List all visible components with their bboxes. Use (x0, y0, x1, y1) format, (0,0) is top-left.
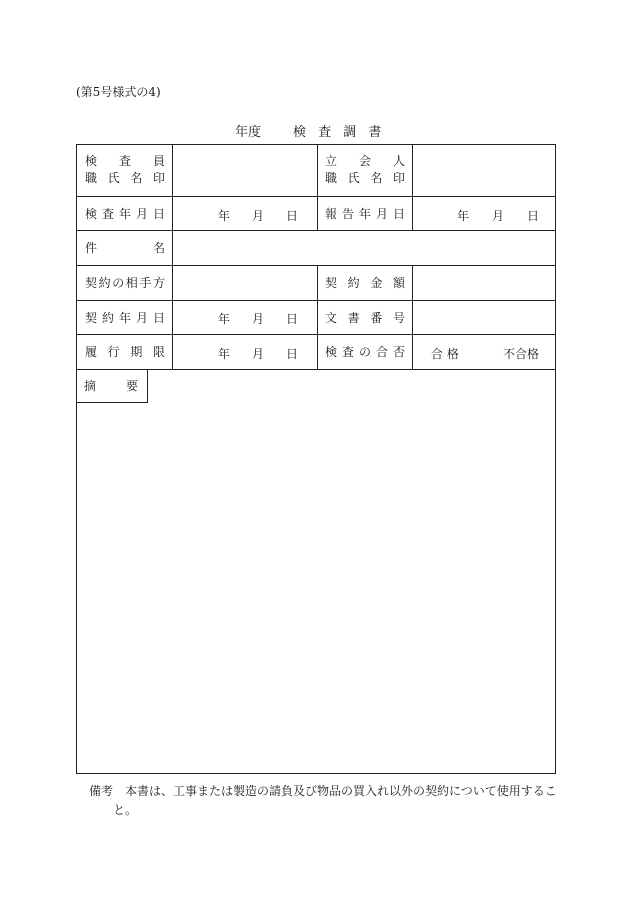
report-date-label: 報 告 年 月 日 (325, 206, 405, 221)
title-text: 検 査 調 書 (293, 125, 386, 140)
form-number: (第5号様式の4) (76, 85, 161, 99)
inspector-label: 検 査 員 職 氏 名 印 (85, 154, 165, 185)
remarks-line-2: と。 (113, 803, 138, 817)
summary-label-box (77, 369, 148, 403)
contract-date-value: 年 月 日 (218, 312, 298, 326)
report-date-value: 年 月 日 (457, 209, 539, 223)
fiscal-year-label: 年度 (235, 125, 262, 140)
performance-deadline-value: 年 月 日 (218, 347, 298, 361)
remarks-line-1: 備考 本書は、工事または製造の請負及び物品の買入れ以外の契約について使用するこ (89, 784, 557, 798)
column-divider (317, 145, 318, 230)
pass-option: 合 格 (431, 347, 459, 361)
performance-deadline-label: 履 行 期 限 (85, 345, 165, 359)
remarks-note (89, 782, 557, 820)
inspection-date-value: 年 月 日 (218, 209, 298, 223)
column-divider (412, 265, 413, 369)
summary-label: 摘 要 (84, 379, 138, 393)
column-divider (412, 145, 413, 230)
contract-amount-label: 契 約 金 額 (325, 276, 405, 290)
inspection-form-table (76, 144, 556, 774)
fail-option: 不合格 (503, 347, 540, 361)
document-number-label: 文 書 番 号 (325, 310, 405, 325)
column-divider (172, 145, 173, 369)
column-divider (317, 265, 318, 369)
contract-date-label: 契 約 年 月 日 (85, 310, 165, 325)
row-divider (77, 369, 555, 370)
subject-label: 件 名 (85, 241, 165, 255)
witness-label: 立 会 人 職 氏 名 印 (325, 154, 405, 185)
counterparty-label: 契 約 の 相 手 方 (85, 276, 165, 290)
inspection-date-label: 検 査 年 月 日 (85, 206, 165, 221)
inspection-result-label: 検 査 の 合 否 (325, 345, 405, 359)
